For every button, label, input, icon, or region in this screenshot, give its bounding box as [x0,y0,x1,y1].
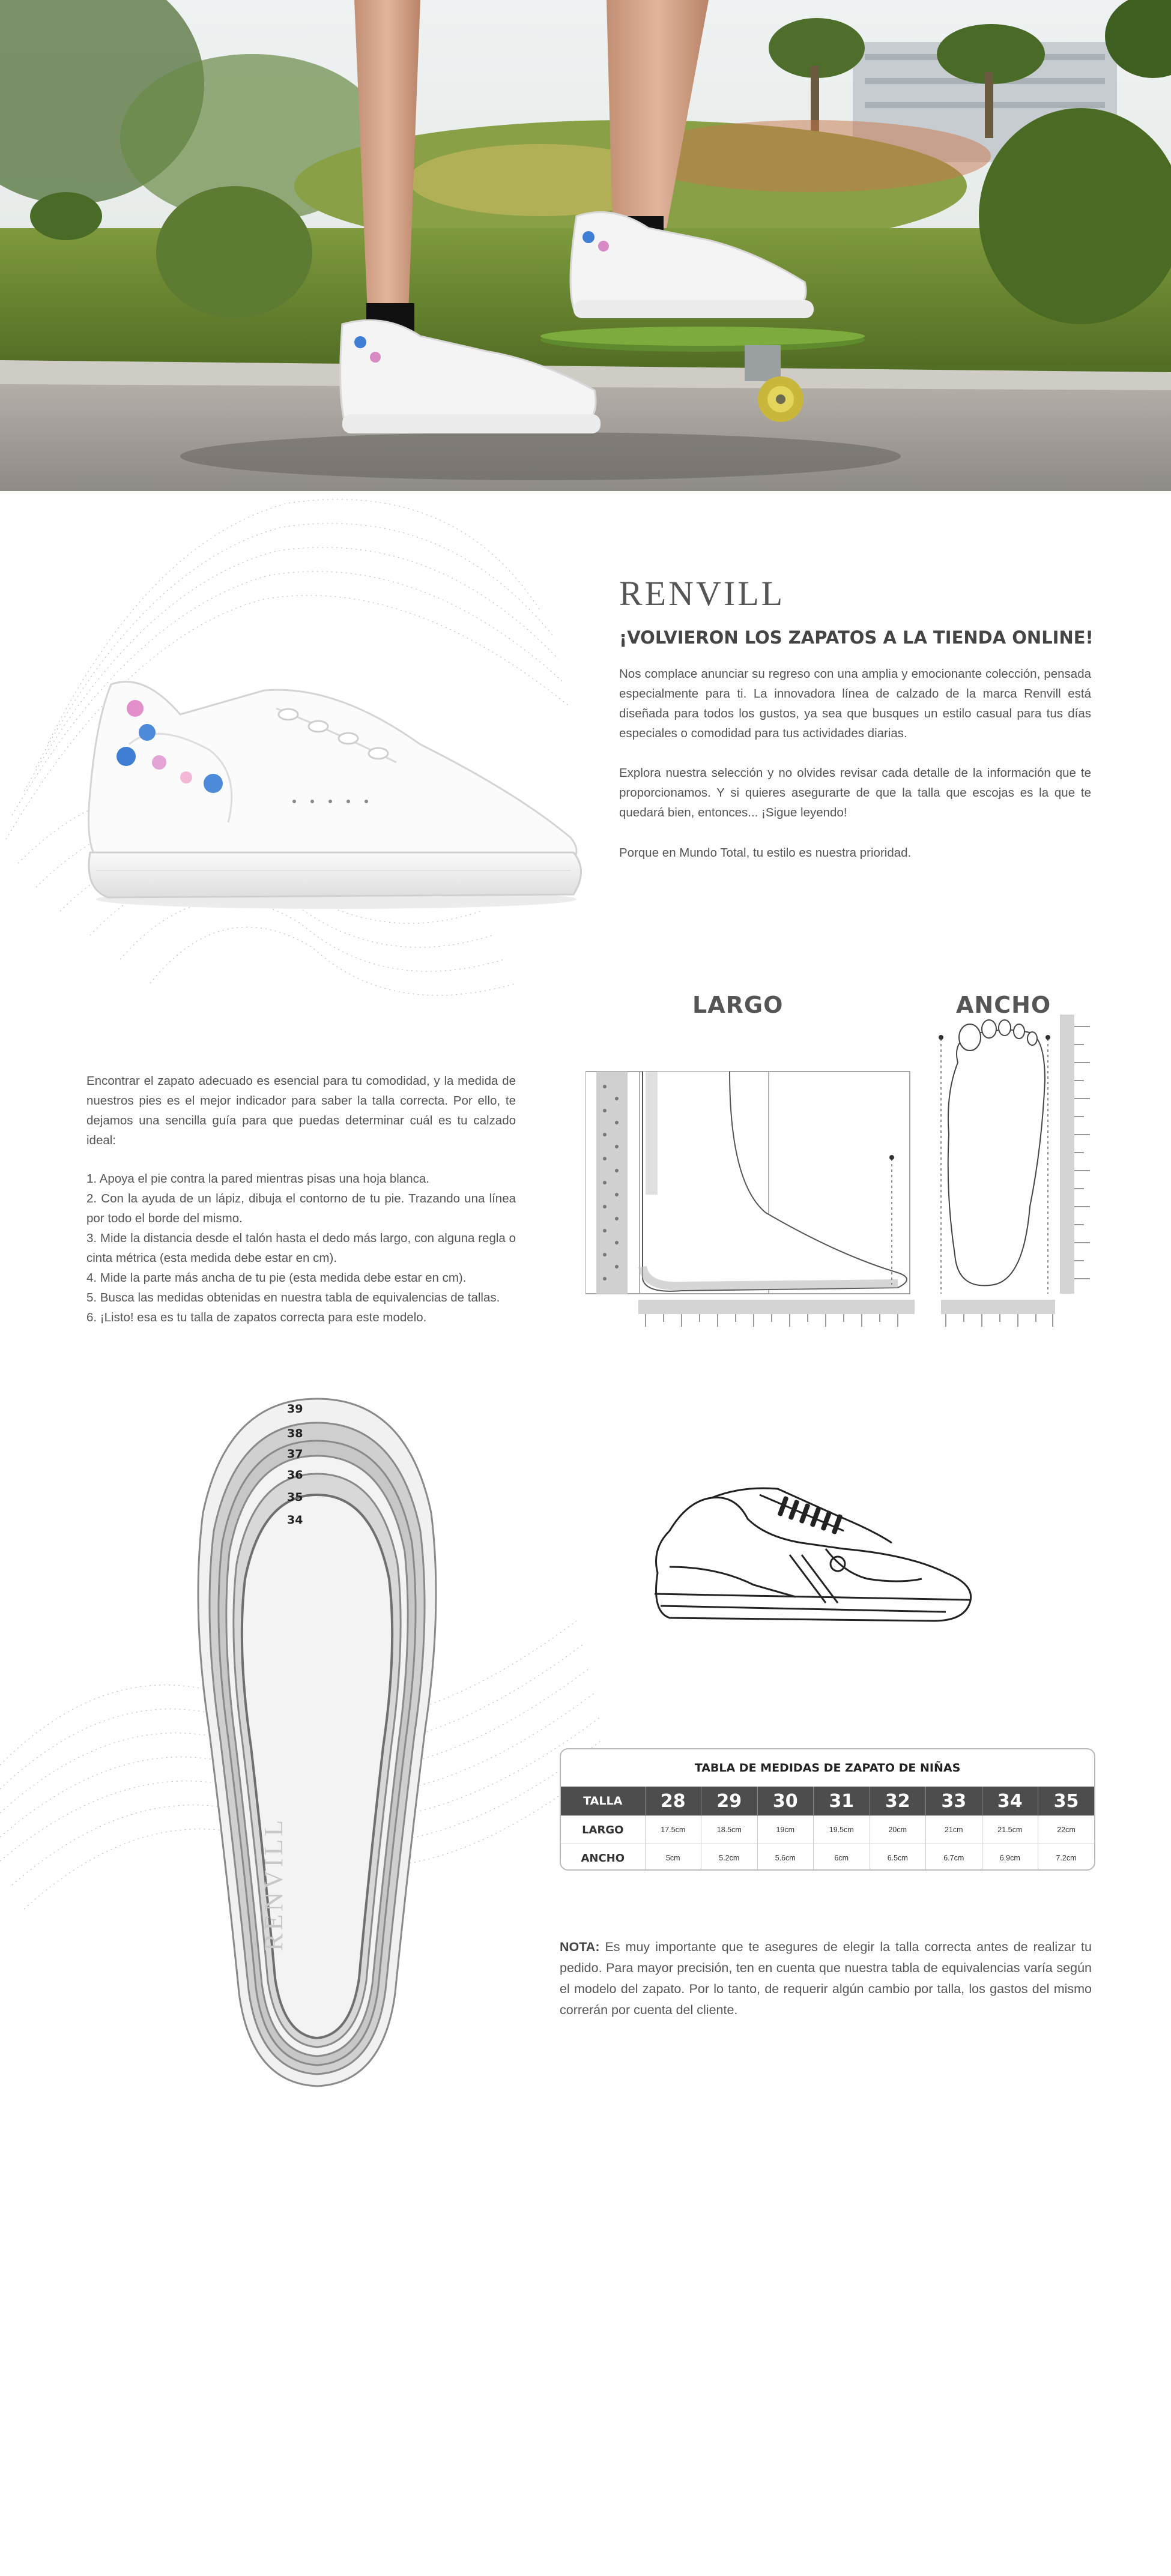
size-label-38: 38 [287,1427,303,1440]
intro-paragraph-2: Explora nuestra selección y no olvides revisar cada detalle de la información que te proporcionamos. Y si quieres asegurarte de que la talla que escojas es la que te quedará bien, entonces... ¡Sigue leyendo! [619,766,1091,819]
talla-label: TALLA [561,1787,645,1816]
largo-cell: 20cm [870,1816,926,1844]
largo-cell: 21cm [926,1816,982,1844]
guide-intro: Encontrar el zapato adecuado es esencial para tu comodidad, y la medida de nuestros pies es el mejor indicador para saber la talla correcta. Por ello, te dejamos una sencilla guía para que puedas determinar cuál es tu calzado ideal: [86,1074,516,1147]
size-cell: 31 [814,1787,870,1816]
size-table [560,1748,1095,1871]
guide-steps [86,1169,516,1327]
guide-step: 3. Mide la distancia desde el talón hasta el dedo más largo, con alguna regla o cinta métrica (esta medida debe estar en cm). [86,1231,516,1265]
size-label-37: 37 [287,1447,303,1461]
size-table-title: TABLA DE MEDIDAS DE ZAPATO DE NIÑAS [694,1761,961,1775]
size-cell: 29 [701,1787,758,1816]
foot-measure-diagram [586,1015,1099,1339]
largo-cell: 22cm [1038,1816,1095,1844]
ancho-heading: ANCHO [956,992,1051,1018]
ancho-cell: 6cm [814,1844,870,1871]
size-label-35: 35 [287,1491,303,1504]
ancho-cell: 6.9cm [982,1844,1038,1871]
largo-heading: LARGO [692,992,784,1018]
table-row-largo [561,1816,1094,1844]
largo-cell: 18.5cm [701,1816,758,1844]
size-cell: 35 [1038,1787,1095,1816]
size-cell: 30 [757,1787,814,1816]
size-cell: 32 [870,1787,926,1816]
size-cell: 34 [982,1787,1038,1816]
intro-paragraph-3: Porque en Mundo Total, tu estilo es nuestra prioridad. [619,846,912,860]
size-label-39: 39 [287,1402,303,1416]
size-table-header-row [561,1787,1094,1816]
size-label-34: 34 [287,1513,303,1527]
largo-cell: 17.5cm [645,1816,701,1844]
guide-step: 5. Busca las medidas obtenidas en nuestra tabla de equivalencias de tallas. [86,1291,500,1305]
largo-cell: 21.5cm [982,1816,1038,1844]
note-paragraph [560,1937,1092,2021]
brand-logo: RENVILL [619,574,785,613]
insole-size-diagram [191,1393,443,2089]
guide-step: 2. Con la ayuda de un lápiz, dibuja el contorno de tu pie. Trazando una línea por todo el borde del mismo. [86,1192,516,1225]
ancho-label: ANCHO [561,1844,645,1871]
shoe-side-image [84,672,589,912]
size-cell: 33 [926,1787,982,1816]
largo-label: LARGO [561,1816,645,1844]
ancho-cell: 5cm [645,1844,701,1871]
ancho-cell: 6.5cm [870,1844,926,1871]
largo-cell: 19cm [757,1816,814,1844]
table-row-ancho [561,1844,1094,1871]
note-text: Es muy importante que te asegures de elegir la talla correcta antes de realizar tu pedido. Para mayor precisión, ten en cuenta que nuestra tabla de equivalencias varía según el modelo del zapato. Por lo tanto, de requerir algún cambio por talla, los gastos del mismo correrán por cuenta del cliente. [560,1940,1092,2017]
insole-brand: RENVILL [259,1817,288,1951]
sneaker-outline-image [646,1483,982,1633]
guide-step: 4. Mide la parte más ancha de tu pie (esta medida debe estar en cm). [86,1271,467,1285]
ancho-cell: 5.6cm [757,1844,814,1871]
largo-cell: 19.5cm [814,1816,870,1844]
size-label-36: 36 [287,1468,303,1482]
ancho-cell: 5.2cm [701,1844,758,1871]
headline: ¡VOLVIERON LOS ZAPATOS A LA TIENDA ONLINE! [619,627,1094,648]
size-cell: 28 [645,1787,701,1816]
ancho-cell: 7.2cm [1038,1844,1095,1871]
hero-photo [0,0,1171,491]
note-label: NOTA: [560,1940,600,1954]
intro-paragraph-1: Nos complace anunciar su regreso con una amplia y emocionante colección, pensada especialmente para ti. La innovadora línea de calzado de la marca Renvill está diseñada para todos los gustos, ya sea que busques un estilo casual para tus días especiales o comodidad para tus actividades diarias. [619,667,1091,740]
guide-step: 1. Apoya el pie contra la pared mientras pisas una hoja blanca. [86,1172,429,1186]
ancho-cell: 6.7cm [926,1844,982,1871]
guide-step: 6. ¡Listo! esa es tu talla de zapatos correcta para este modelo. [86,1311,427,1324]
